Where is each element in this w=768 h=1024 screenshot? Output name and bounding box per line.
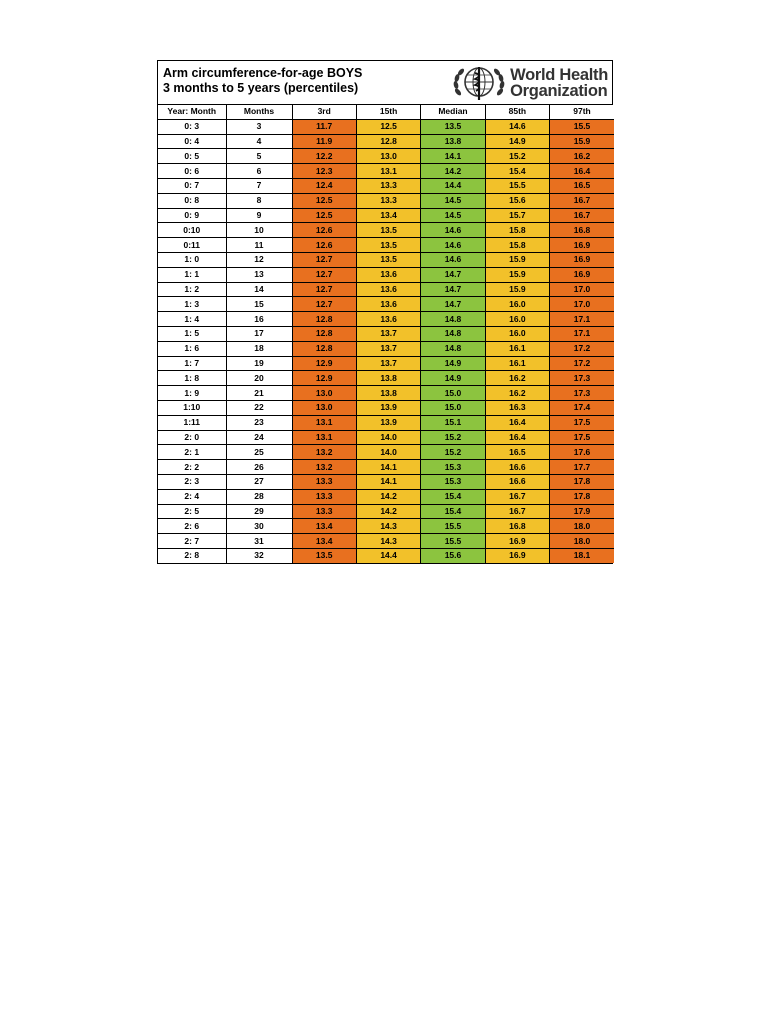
table-row xyxy=(158,386,614,401)
cell-15th: 13.0 xyxy=(356,149,420,164)
cell-97th: 17.1 xyxy=(550,326,614,341)
cell-median: 15.3 xyxy=(421,460,485,475)
cell-97th: 17.8 xyxy=(550,474,614,489)
cell-year-month: 2: 5 xyxy=(158,504,226,519)
cell-year-month: 2: 7 xyxy=(158,534,226,549)
cell-months: 17 xyxy=(226,326,292,341)
cell-85th: 15.2 xyxy=(485,149,549,164)
cell-15th: 13.7 xyxy=(356,356,420,371)
chart-title-line-1: Arm circumference-for-age BOYS xyxy=(163,66,363,80)
cell-median: 14.6 xyxy=(421,223,485,238)
cell-months: 10 xyxy=(226,223,292,238)
cell-85th: 16.2 xyxy=(485,371,549,386)
cell-97th: 17.2 xyxy=(550,356,614,371)
cell-15th: 13.7 xyxy=(356,341,420,356)
cell-3rd: 13.0 xyxy=(292,400,356,415)
cell-months: 30 xyxy=(226,519,292,534)
cell-15th: 13.5 xyxy=(356,252,420,267)
cell-85th: 16.8 xyxy=(485,519,549,534)
cell-3rd: 13.3 xyxy=(292,504,356,519)
cell-median: 13.8 xyxy=(421,134,485,149)
table-row xyxy=(158,312,614,327)
cell-97th: 16.9 xyxy=(550,252,614,267)
table-row xyxy=(158,519,614,534)
cell-85th: 15.8 xyxy=(485,238,549,253)
cell-median: 14.7 xyxy=(421,297,485,312)
cell-15th: 13.5 xyxy=(356,223,420,238)
cell-months: 5 xyxy=(226,149,292,164)
cell-15th: 13.1 xyxy=(356,164,420,179)
header-15th: 15th xyxy=(356,105,420,119)
cell-97th: 17.5 xyxy=(550,430,614,445)
cell-97th: 17.1 xyxy=(550,312,614,327)
table-row xyxy=(158,474,614,489)
cell-15th: 14.1 xyxy=(356,474,420,489)
cell-year-month: 2: 8 xyxy=(158,548,226,562)
cell-97th: 17.8 xyxy=(550,489,614,504)
cell-97th: 16.5 xyxy=(550,178,614,193)
cell-15th: 14.3 xyxy=(356,534,420,549)
cell-15th: 13.9 xyxy=(356,400,420,415)
cell-85th: 16.4 xyxy=(485,430,549,445)
cell-97th: 16.2 xyxy=(550,149,614,164)
cell-year-month: 1: 1 xyxy=(158,267,226,282)
cell-3rd: 13.5 xyxy=(292,548,356,562)
cell-15th: 14.2 xyxy=(356,489,420,504)
header-median: Median xyxy=(421,105,485,119)
cell-15th: 14.1 xyxy=(356,460,420,475)
cell-months: 12 xyxy=(226,252,292,267)
table-row xyxy=(158,297,614,312)
cell-85th: 16.2 xyxy=(485,386,549,401)
cell-85th: 15.4 xyxy=(485,164,549,179)
cell-year-month: 0: 8 xyxy=(158,193,226,208)
cell-3rd: 11.7 xyxy=(292,119,356,134)
table-header-row xyxy=(158,105,614,119)
table-row xyxy=(158,534,614,549)
cell-97th: 17.9 xyxy=(550,504,614,519)
cell-97th: 16.9 xyxy=(550,238,614,253)
cell-3rd: 13.0 xyxy=(292,386,356,401)
cell-3rd: 12.5 xyxy=(292,193,356,208)
organization-name-line-2: Organization xyxy=(510,82,608,100)
cell-median: 15.5 xyxy=(421,519,485,534)
cell-3rd: 12.8 xyxy=(292,312,356,327)
cell-year-month: 1: 8 xyxy=(158,371,226,386)
cell-median: 14.8 xyxy=(421,326,485,341)
cell-3rd: 12.2 xyxy=(292,149,356,164)
cell-85th: 16.1 xyxy=(485,341,549,356)
cell-15th: 13.7 xyxy=(356,326,420,341)
cell-15th: 14.0 xyxy=(356,445,420,460)
header-year-month: Year: Month xyxy=(158,105,226,119)
cell-year-month: 1: 7 xyxy=(158,356,226,371)
table-row xyxy=(158,193,614,208)
cell-year-month: 2: 1 xyxy=(158,445,226,460)
table-row xyxy=(158,326,614,341)
cell-median: 14.6 xyxy=(421,252,485,267)
chart-title-line-2: 3 months to 5 years (percentiles) xyxy=(163,81,359,95)
cell-97th: 17.2 xyxy=(550,341,614,356)
cell-3rd: 13.1 xyxy=(292,430,356,445)
table-row xyxy=(158,119,614,134)
cell-15th: 13.6 xyxy=(356,267,420,282)
cell-85th: 15.7 xyxy=(485,208,549,223)
cell-97th: 17.3 xyxy=(550,371,614,386)
cell-85th: 16.0 xyxy=(485,326,549,341)
cell-15th: 14.0 xyxy=(356,430,420,445)
cell-3rd: 12.7 xyxy=(292,282,356,297)
cell-year-month: 0: 9 xyxy=(158,208,226,223)
cell-97th: 18.0 xyxy=(550,519,614,534)
table-row xyxy=(158,400,614,415)
table-row xyxy=(158,134,614,149)
header-months: Months xyxy=(226,105,292,119)
cell-97th: 16.4 xyxy=(550,164,614,179)
cell-median: 14.7 xyxy=(421,282,485,297)
cell-months: 22 xyxy=(226,400,292,415)
table-row xyxy=(158,164,614,179)
cell-15th: 14.3 xyxy=(356,519,420,534)
cell-months: 7 xyxy=(226,178,292,193)
cell-97th: 17.4 xyxy=(550,400,614,415)
cell-median: 14.8 xyxy=(421,341,485,356)
cell-median: 15.2 xyxy=(421,430,485,445)
cell-median: 14.5 xyxy=(421,193,485,208)
cell-months: 16 xyxy=(226,312,292,327)
cell-months: 15 xyxy=(226,297,292,312)
cell-median: 14.7 xyxy=(421,267,485,282)
cell-85th: 16.3 xyxy=(485,400,549,415)
cell-months: 9 xyxy=(226,208,292,223)
cell-year-month: 0: 6 xyxy=(158,164,226,179)
cell-3rd: 12.3 xyxy=(292,164,356,179)
cell-97th: 17.0 xyxy=(550,282,614,297)
cell-85th: 16.9 xyxy=(485,534,549,549)
cell-months: 11 xyxy=(226,238,292,253)
percentile-table xyxy=(158,105,614,563)
cell-year-month: 1: 3 xyxy=(158,297,226,312)
cell-months: 8 xyxy=(226,193,292,208)
table-row xyxy=(158,252,614,267)
cell-3rd: 13.3 xyxy=(292,474,356,489)
cell-3rd: 13.2 xyxy=(292,460,356,475)
cell-3rd: 13.4 xyxy=(292,534,356,549)
cell-median: 15.4 xyxy=(421,489,485,504)
cell-97th: 16.7 xyxy=(550,208,614,223)
cell-3rd: 12.6 xyxy=(292,223,356,238)
cell-85th: 15.6 xyxy=(485,193,549,208)
cell-year-month: 2: 0 xyxy=(158,430,226,445)
cell-year-month: 1: 6 xyxy=(158,341,226,356)
cell-months: 26 xyxy=(226,460,292,475)
cell-median: 14.4 xyxy=(421,178,485,193)
cell-85th: 16.0 xyxy=(485,312,549,327)
cell-85th: 16.5 xyxy=(485,445,549,460)
cell-15th: 12.8 xyxy=(356,134,420,149)
table-row xyxy=(158,341,614,356)
cell-97th: 17.5 xyxy=(550,415,614,430)
cell-85th: 15.9 xyxy=(485,282,549,297)
cell-97th: 15.9 xyxy=(550,134,614,149)
cell-3rd: 12.8 xyxy=(292,326,356,341)
cell-15th: 13.8 xyxy=(356,386,420,401)
table-row xyxy=(158,208,614,223)
cell-3rd: 13.3 xyxy=(292,489,356,504)
table-row xyxy=(158,267,614,282)
cell-months: 32 xyxy=(226,548,292,562)
table-row xyxy=(158,489,614,504)
cell-months: 20 xyxy=(226,371,292,386)
cell-3rd: 12.7 xyxy=(292,297,356,312)
cell-months: 31 xyxy=(226,534,292,549)
cell-85th: 16.7 xyxy=(485,504,549,519)
cell-85th: 16.4 xyxy=(485,415,549,430)
cell-year-month: 1: 5 xyxy=(158,326,226,341)
table-row xyxy=(158,238,614,253)
table-row xyxy=(158,356,614,371)
cell-97th: 17.7 xyxy=(550,460,614,475)
sheet-header xyxy=(158,61,612,105)
cell-97th: 16.8 xyxy=(550,223,614,238)
cell-year-month: 0: 7 xyxy=(158,178,226,193)
cell-15th: 13.9 xyxy=(356,415,420,430)
cell-15th: 13.8 xyxy=(356,371,420,386)
cell-15th: 13.6 xyxy=(356,282,420,297)
cell-months: 28 xyxy=(226,489,292,504)
cell-median: 14.2 xyxy=(421,164,485,179)
header-3rd: 3rd xyxy=(292,105,356,119)
cell-median: 15.1 xyxy=(421,415,485,430)
table-row xyxy=(158,282,614,297)
cell-year-month: 0: 5 xyxy=(158,149,226,164)
cell-months: 19 xyxy=(226,356,292,371)
who-emblem-icon xyxy=(452,64,506,102)
cell-year-month: 2: 2 xyxy=(158,460,226,475)
cell-median: 15.0 xyxy=(421,386,485,401)
cell-median: 14.8 xyxy=(421,312,485,327)
cell-15th: 13.6 xyxy=(356,312,420,327)
cell-median: 15.2 xyxy=(421,445,485,460)
cell-year-month: 0:11 xyxy=(158,238,226,253)
cell-85th: 16.9 xyxy=(485,548,549,562)
cell-97th: 16.9 xyxy=(550,267,614,282)
cell-85th: 14.6 xyxy=(485,119,549,134)
table-row xyxy=(158,504,614,519)
table-row xyxy=(158,149,614,164)
cell-median: 14.1 xyxy=(421,149,485,164)
header-97th: 97th xyxy=(550,105,614,119)
table-row xyxy=(158,371,614,386)
cell-median: 14.9 xyxy=(421,371,485,386)
cell-15th: 14.4 xyxy=(356,548,420,562)
cell-months: 13 xyxy=(226,267,292,282)
cell-85th: 16.1 xyxy=(485,356,549,371)
who-logo xyxy=(452,64,608,102)
cell-months: 24 xyxy=(226,430,292,445)
cell-97th: 15.5 xyxy=(550,119,614,134)
chart-title xyxy=(163,66,362,96)
cell-months: 14 xyxy=(226,282,292,297)
cell-months: 25 xyxy=(226,445,292,460)
cell-year-month: 1: 4 xyxy=(158,312,226,327)
cell-year-month: 2: 6 xyxy=(158,519,226,534)
cell-97th: 18.1 xyxy=(550,548,614,562)
cell-3rd: 12.8 xyxy=(292,341,356,356)
cell-3rd: 13.2 xyxy=(292,445,356,460)
cell-3rd: 12.5 xyxy=(292,208,356,223)
cell-85th: 16.7 xyxy=(485,489,549,504)
cell-year-month: 1:11 xyxy=(158,415,226,430)
cell-85th: 15.8 xyxy=(485,223,549,238)
cell-median: 15.4 xyxy=(421,504,485,519)
table-row xyxy=(158,223,614,238)
cell-97th: 18.0 xyxy=(550,534,614,549)
table-row xyxy=(158,178,614,193)
cell-3rd: 12.7 xyxy=(292,252,356,267)
cell-year-month: 1: 2 xyxy=(158,282,226,297)
table-row xyxy=(158,430,614,445)
header-85th: 85th xyxy=(485,105,549,119)
cell-median: 13.5 xyxy=(421,119,485,134)
growth-chart-sheet xyxy=(157,60,613,564)
cell-15th: 13.3 xyxy=(356,193,420,208)
cell-3rd: 12.6 xyxy=(292,238,356,253)
cell-3rd: 13.4 xyxy=(292,519,356,534)
cell-3rd: 11.9 xyxy=(292,134,356,149)
cell-median: 15.0 xyxy=(421,400,485,415)
cell-months: 18 xyxy=(226,341,292,356)
cell-median: 14.9 xyxy=(421,356,485,371)
table-row xyxy=(158,460,614,475)
cell-year-month: 2: 4 xyxy=(158,489,226,504)
cell-3rd: 12.9 xyxy=(292,356,356,371)
cell-year-month: 0:10 xyxy=(158,223,226,238)
organization-name xyxy=(510,67,608,99)
cell-97th: 16.7 xyxy=(550,193,614,208)
cell-months: 4 xyxy=(226,134,292,149)
cell-15th: 13.4 xyxy=(356,208,420,223)
cell-15th: 12.5 xyxy=(356,119,420,134)
cell-months: 21 xyxy=(226,386,292,401)
cell-months: 27 xyxy=(226,474,292,489)
cell-15th: 14.2 xyxy=(356,504,420,519)
cell-3rd: 12.7 xyxy=(292,267,356,282)
cell-median: 15.3 xyxy=(421,474,485,489)
cell-months: 29 xyxy=(226,504,292,519)
cell-15th: 13.6 xyxy=(356,297,420,312)
organization-name-line-1: World Health xyxy=(510,66,608,84)
cell-median: 14.5 xyxy=(421,208,485,223)
cell-year-month: 1:10 xyxy=(158,400,226,415)
cell-97th: 17.6 xyxy=(550,445,614,460)
cell-3rd: 13.1 xyxy=(292,415,356,430)
cell-year-month: 1: 0 xyxy=(158,252,226,267)
table-body xyxy=(158,119,614,562)
cell-97th: 17.3 xyxy=(550,386,614,401)
table-row xyxy=(158,548,614,562)
table-row xyxy=(158,415,614,430)
cell-15th: 13.3 xyxy=(356,178,420,193)
cell-85th: 15.5 xyxy=(485,178,549,193)
cell-year-month: 0: 4 xyxy=(158,134,226,149)
cell-85th: 16.0 xyxy=(485,297,549,312)
cell-15th: 13.5 xyxy=(356,238,420,253)
cell-85th: 15.9 xyxy=(485,267,549,282)
cell-85th: 14.9 xyxy=(485,134,549,149)
table-row xyxy=(158,445,614,460)
cell-3rd: 12.9 xyxy=(292,371,356,386)
cell-97th: 17.0 xyxy=(550,297,614,312)
cell-year-month: 1: 9 xyxy=(158,386,226,401)
cell-median: 15.5 xyxy=(421,534,485,549)
cell-85th: 15.9 xyxy=(485,252,549,267)
cell-months: 3 xyxy=(226,119,292,134)
cell-85th: 16.6 xyxy=(485,460,549,475)
cell-85th: 16.6 xyxy=(485,474,549,489)
cell-months: 23 xyxy=(226,415,292,430)
cell-year-month: 0: 3 xyxy=(158,119,226,134)
cell-median: 15.6 xyxy=(421,548,485,562)
cell-median: 14.6 xyxy=(421,238,485,253)
cell-3rd: 12.4 xyxy=(292,178,356,193)
cell-year-month: 2: 3 xyxy=(158,474,226,489)
cell-months: 6 xyxy=(226,164,292,179)
